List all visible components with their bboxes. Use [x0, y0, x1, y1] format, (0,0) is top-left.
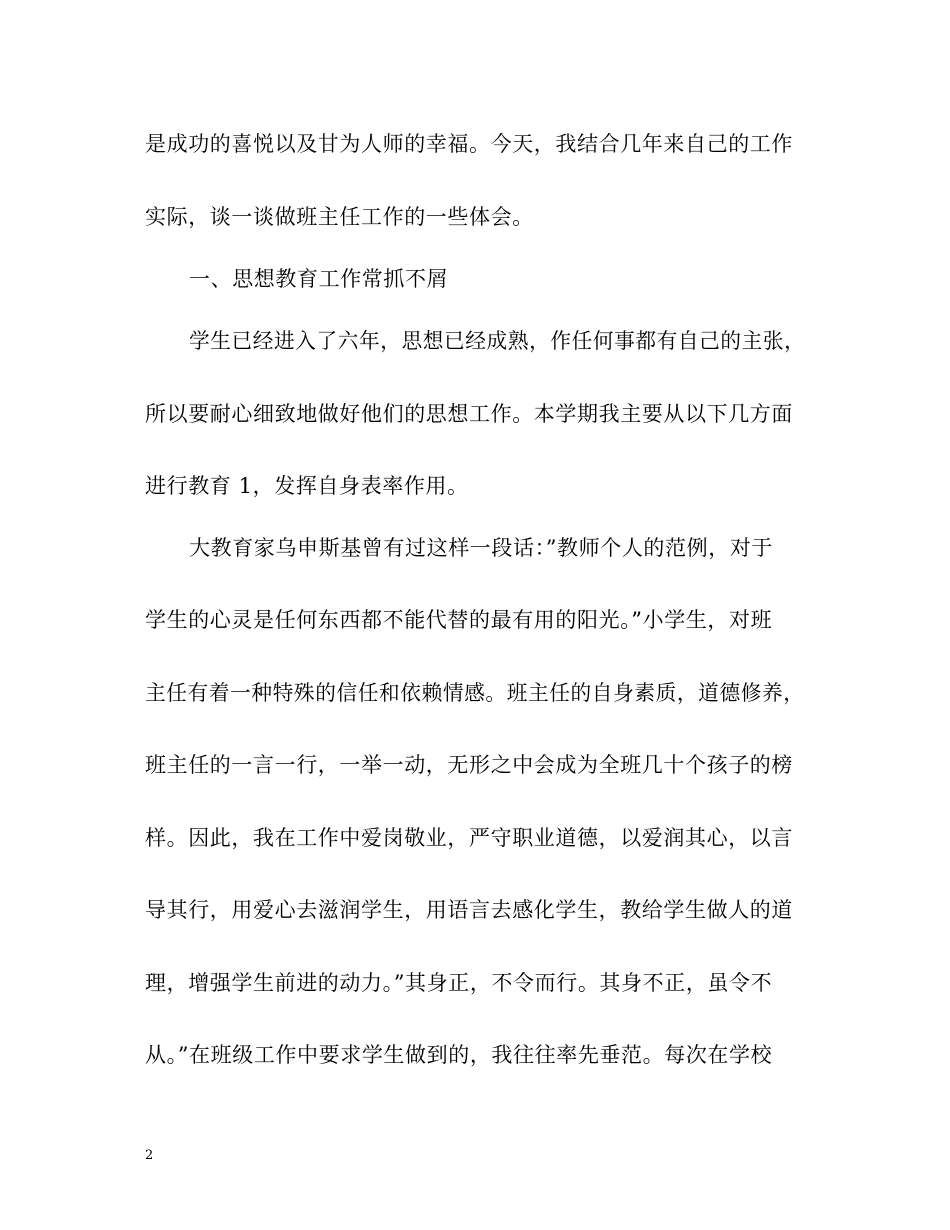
page-number: 2 — [145, 1148, 154, 1163]
paragraph-line: 所以要耐心细致地做好他们的思想工作。本学期我主要从以下几方面 — [145, 402, 793, 426]
paragraph-line: 班主任的一言一行，一举一动，无形之中会成为全班几十个孩子的榜 — [145, 753, 793, 777]
paragraph-line: 大教育家乌申斯基曾有过这样一段话：”教师个人的范例，对于 — [189, 536, 774, 560]
paragraph-line: 主任有着一种特殊的信任和依赖情感。班主任的自身素质，道德修养， — [145, 681, 805, 705]
paragraph-line: 实际，谈一谈做班主任工作的一些体会。 — [145, 205, 534, 229]
section-heading: 一、思想教育工作常抓不屑 — [189, 267, 449, 291]
paragraph-line: 学生的心灵是任何东西都不能代替的最有用的阳光。”小学生，对班 — [145, 608, 773, 632]
paragraph-line: 学生已经进入了六年，思想已经成熟，作任何事都有自己的主张， — [189, 329, 806, 353]
paragraph-line: 导其行，用爱心去滋润学生，用语言去感化学生，教给学生做人的道 — [145, 898, 793, 922]
paragraph-line: 样。因此，我在工作中爱岗敬业，严守职业道德，以爱润其心，以言 — [145, 826, 793, 850]
paragraph-line: 从。”在班级工作中要求学生做到的，我往往率先垂范。每次在学校 — [145, 1043, 773, 1067]
paragraph-line: 是成功的喜悦以及甘为人师的幸福。今天，我结合几年来自己的工作 — [145, 132, 793, 156]
paragraph-line: 理，增强学生前进的动力。”其身正，不令而行。其身不正，虽令不 — [145, 971, 773, 995]
paragraph-line: 进行教育 1，发挥自身表率作用。 — [145, 474, 469, 498]
